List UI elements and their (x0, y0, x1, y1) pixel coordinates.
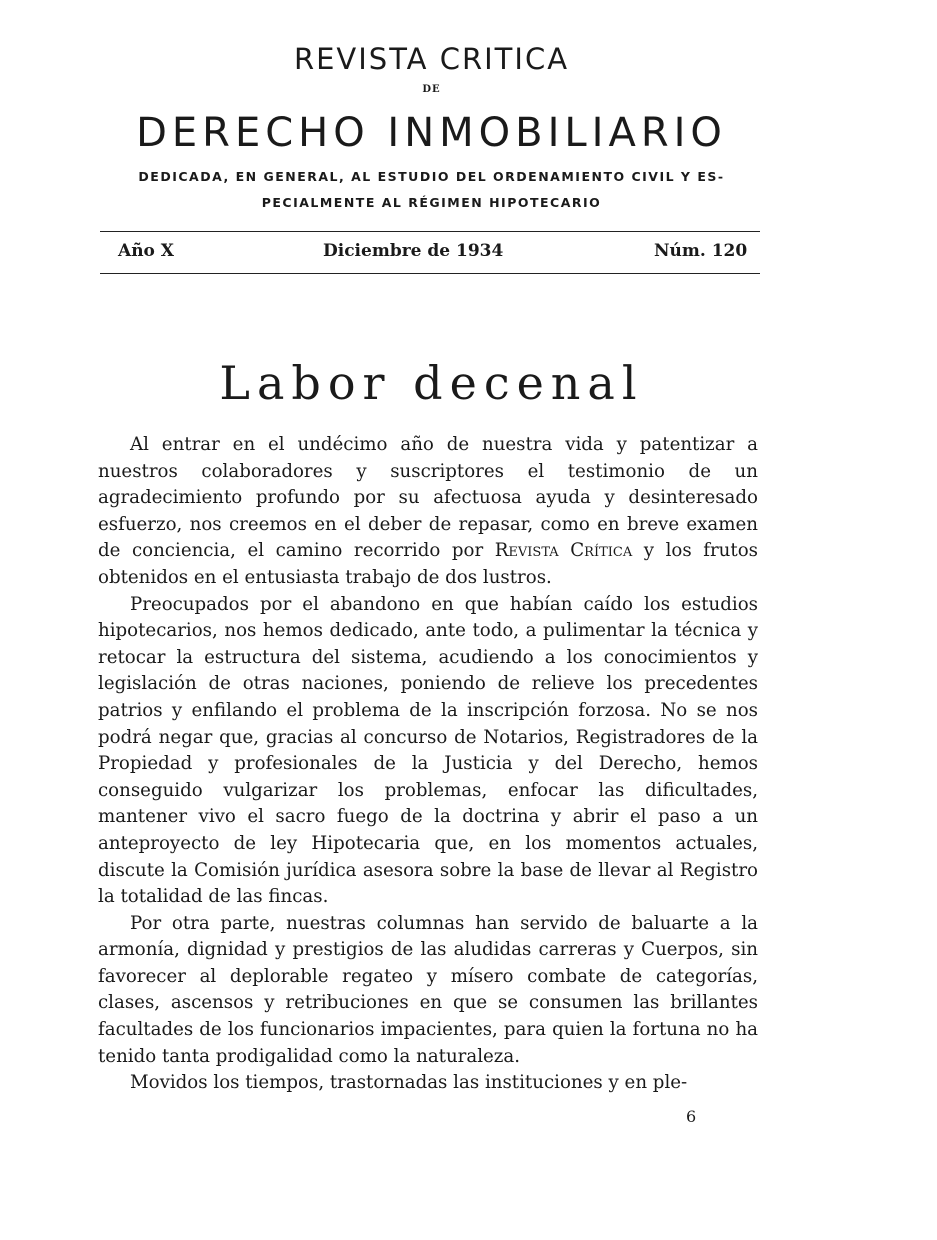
article-paragraph-4: Movidos los tiempos, trastornadas las instituciones y en ple- (130, 1072, 688, 1094)
article-paragraph-3: Por otra parte, nuestras columnas han servido de baluarte a la armonía, dignidad y prestigios de las aludidas carreras y Cuerpos, sin favorecer al deplorable regateo y mísero combate de categorías, clases, ascensos y retribuciones en que se consumen las brillantes facultades de los funcionarios impacientes, para quien la fortuna no ha tenido tanta prodigalidad como la naturaleza. (98, 912, 758, 1067)
issue-year: Año X (118, 241, 174, 261)
journal-title-line2: DERECHO INMOBILIARIO (136, 110, 727, 156)
article-paragraph-2: Preocupados por el abandono en que habían caído los estudios hipotecarios, nos hemos dedicado, ante todo, a pulimentar la técnica y retocar la estructura del sistema, acudiendo a los conocimientos y legislación de otras naciones, poniendo de relieve los precedentes patrios y enfilando el problema de la inscripción forzosa. No se nos podrá negar que, gracias al concurso de Notarios, Registradores de la Propiedad y profesionales de la Justicia y del Derecho, hemos conseguido vulgarizar los problemas, enfocar las dificultades, mantener vivo el sacro fuego de la doctrina y abrir el paso a un anteproyecto de ley Hipotecaria que, en los momentos actuales, discute la Comisión jurídica asesora sobre la base de llevar al Registro la totalidad de las fincas. (98, 593, 758, 908)
header-rule-bottom (100, 273, 760, 274)
paragraph-1-text-a: Al entrar en el undécimo año de nuestra vida y patentizar a nuestros colaboradores y suscriptores el testimonio de un agradecimiento profundo por su afectuosa ayuda y desinteresado esfuerzo, nos creemos en el deber de repasar, como en breve examen de conciencia, el camino recorrido por (98, 434, 758, 562)
header-rule-top (100, 231, 760, 232)
journal-title-line1: REVISTA CRITICA (293, 42, 570, 76)
article-body (98, 432, 758, 1097)
issue-date: Diciembre de 1934 (323, 241, 504, 261)
page-number: 6 (686, 1107, 697, 1126)
article-paragraph-1 (98, 432, 758, 592)
journal-title-de: DE (422, 84, 441, 95)
journal-name-inline: Revista Crítica (494, 540, 633, 562)
article-title: Labor decenal (219, 355, 644, 410)
paragraph-1-text-b: y los frutos obtenidos en el entusiasta trabajo de dos lustros. (98, 540, 758, 588)
journal-subtitle-line1: DEDICADA, EN GENERAL, AL ESTUDIO DEL ORDENAMIENTO CIVIL Y ES- (138, 169, 725, 184)
journal-subtitle-line2: PECIALMENTE AL RÉGIMEN HIPOTECARIO (261, 195, 602, 210)
issue-number: Núm. 120 (654, 241, 748, 261)
